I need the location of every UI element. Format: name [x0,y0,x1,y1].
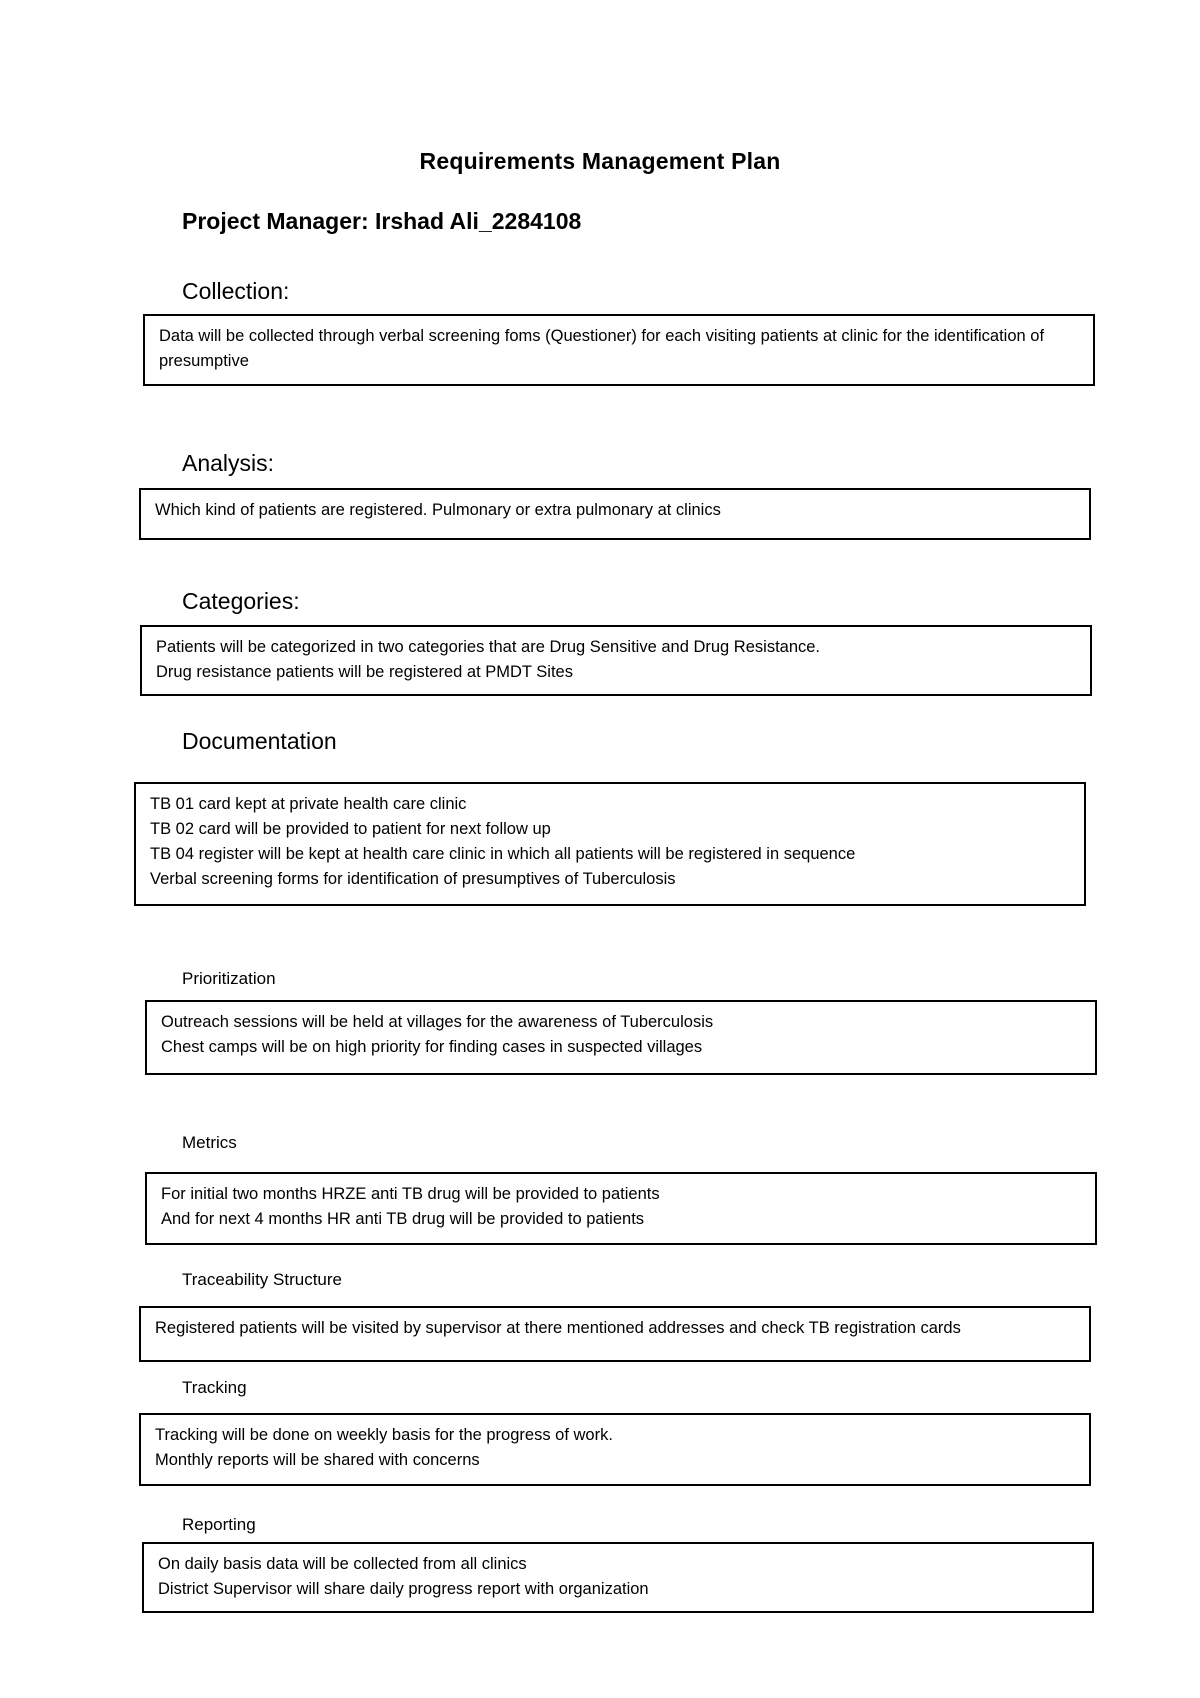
documentation-line-2: TB 02 card will be provided to patient for next follow up [150,820,551,838]
metrics-line-1: For initial two months HRZE anti TB drug will be provided to patients [161,1185,660,1203]
categories-line-1: Patients will be categorized in two categories that are Drug Sensitive and Drug Resistance. [156,638,821,656]
documentation-line-1: TB 01 card kept at private health care clinic [150,795,467,813]
reporting-box [142,1542,1094,1613]
documentation-line-3: TB 04 register will be kept at health care clinic in which all patients will be registered in sequence [150,845,856,863]
reporting-heading: Reporting [182,1515,256,1534]
categories-box [140,625,1092,696]
collection-line-1: Data will be collected through verbal screening foms (Questioner) for each visiting patients at clinic for the identification of presumptive [159,327,1045,370]
prioritization-line-1: Outreach sessions will be held at villages for the awareness of Tuberculosis [161,1013,714,1031]
traceability-heading: Traceability Structure [182,1270,342,1289]
categories-heading: Categories: [182,588,300,614]
documentation-box [134,782,1086,906]
traceability-line-1: Registered patients will be visited by supervisor at there mentioned addresses and check TB registration cards [155,1319,961,1337]
collection-heading: Collection: [182,278,290,304]
collection-box [143,314,1095,386]
traceability-box [139,1306,1091,1362]
document-title: Requirements Management Plan [419,148,781,174]
analysis-line-1: Which kind of patients are registered. Pulmonary or extra pulmonary at clinics [155,501,721,519]
reporting-line-2: District Supervisor will share daily progress report with organization [158,1580,649,1598]
documentation-line-4: Verbal screening forms for identification of presumptives of Tuberculosis [150,870,676,888]
tracking-heading: Tracking [182,1378,247,1397]
reporting-line-1: On daily basis data will be collected from all clinics [158,1555,527,1573]
tracking-line-1: Tracking will be done on weekly basis for the progress of work. [155,1426,613,1444]
documentation-heading: Documentation [182,728,337,754]
prioritization-line-2: Chest camps will be on high priority for finding cases in suspected villages [161,1038,703,1056]
metrics-line-2: And for next 4 months HR anti TB drug will be provided to patients [161,1210,645,1228]
metrics-heading: Metrics [182,1133,237,1152]
analysis-box [139,488,1091,540]
metrics-box [145,1172,1097,1245]
prioritization-heading: Prioritization [182,969,276,988]
project-manager-line: Project Manager: Irshad Ali_2284108 [182,208,582,234]
tracking-box [139,1413,1091,1486]
prioritization-box [145,1000,1097,1075]
analysis-heading: Analysis: [182,450,275,476]
tracking-line-2: Monthly reports will be shared with concerns [155,1451,480,1469]
categories-line-2: Drug resistance patients will be registered at PMDT Sites [156,663,573,681]
